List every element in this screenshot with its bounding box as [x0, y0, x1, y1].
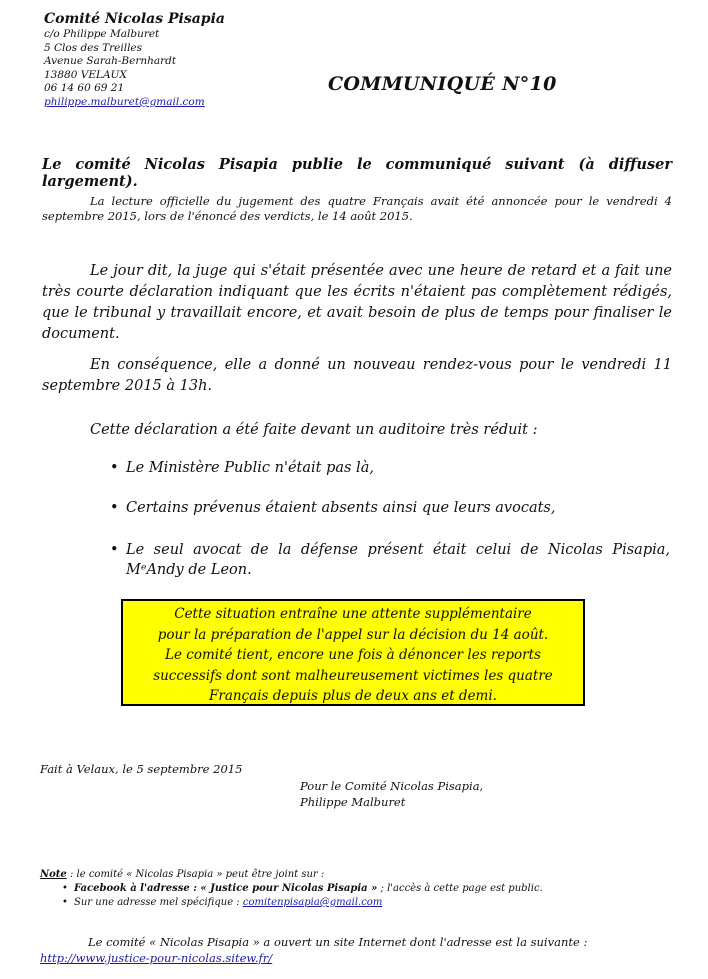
signature-block: [300, 778, 483, 810]
bullet-icon: •: [110, 460, 119, 476]
highlight-line: Cette situation entraîne une attente supplémentaire: [174, 606, 532, 622]
website-text: Le comité « Nicolas Pisapia » a ouvert un site Internet dont l'adresse est la suivante :: [88, 935, 588, 949]
intro-heading: Le comité Nicolas Pisapia publie le communiqué suivant (à diffuser largement).: [42, 156, 672, 190]
contact-email-link[interactable]: comitenpisapia@gmail.com: [242, 897, 383, 908]
sender-line: 5 Clos des Treilles: [44, 41, 143, 54]
sender-line: Avenue Sarah-Bernhardt: [44, 55, 177, 68]
sender-name: Comité Nicolas Pisapia: [44, 11, 225, 27]
list-item: • Le seul avocat de la défense présent était celui de Nicolas Pisapia, MᵉAndy de Leon.: [110, 542, 670, 578]
sender-phone: 06 14 60 69 21: [44, 82, 125, 95]
sender-block: [44, 10, 225, 110]
highlight-line: pour la préparation de l'appel sur la décision du 14 août.: [157, 626, 549, 643]
website-link[interactable]: http://www.justice-pour-nicolas.sitew.fr/: [40, 951, 273, 965]
highlight-line: Le comité tient, encore une fois à dénoncer les reports: [165, 647, 541, 663]
bullet-icon: •: [110, 542, 119, 558]
note-block: [40, 868, 680, 910]
highlight-line: successifs dont sont malheureusement victimes les quatre: [153, 667, 553, 684]
note-text: : le comité « Nicolas Pisapia » peut être joint sur :: [66, 869, 325, 880]
paragraph-judge: Le jour dit, la juge qui s'était présentée avec une heure de retard et a fait une très courte déclaration indiquant que les écrits n'étaient pas complètement rédigés, que le tribunal y travaillait encore, et avait besoin de plus de temps pour finaliser le document.: [42, 263, 672, 342]
note-item-email: • Sur une adresse mel spécifique : comitenpisapia@gmail.com: [62, 896, 680, 910]
paragraph-audience: Cette déclaration a été faite devant un auditoire très réduit :: [90, 422, 538, 438]
list-item: • Certains prévenus étaient absents ainsi que leurs avocats,: [110, 500, 556, 516]
note-item-facebook: • Facebook à l'adresse : « Justice pour Nicolas Pisapia » ; l'accès à cette page est public.: [62, 882, 680, 896]
sender-line: 13880 VELAUX: [44, 68, 127, 81]
bullet-icon: •: [110, 500, 119, 516]
paragraph-new-date: En conséquence, elle a donné un nouveau rendez-vous pour le vendredi 11 septembre 2015 à 13h.: [42, 357, 672, 394]
highlight-box: [121, 599, 585, 706]
sender-line: c/o Philippe Malburet: [44, 28, 160, 40]
website-block: [40, 934, 670, 966]
sender-email-link[interactable]: philippe.malburet@gmail.com: [44, 95, 205, 108]
note-label: Note: [40, 869, 67, 880]
signature-line: Pour le Comité Nicolas Pisapia,: [300, 779, 484, 793]
facebook-text: Facebook à l'adresse : « Justice pour Nicolas Pisapia »: [74, 883, 378, 894]
list-item: • Le Ministère Public n'était pas là,: [110, 460, 374, 476]
communique-title: COMMUNIQUÉ N°10: [328, 73, 557, 95]
signature-name: Philippe Malburet: [300, 795, 406, 809]
paragraph-announcement: La lecture officielle du jugement des quatre Français avait été annoncée pour le vendredi 4 septembre 2015, lors de l'énoncé des verdicts, le 14 août 2015.: [42, 194, 672, 223]
highlight-line: Français depuis plus de deux ans et demi.: [209, 688, 497, 704]
place-date: Fait à Velaux, le 5 septembre 2015: [40, 762, 243, 776]
